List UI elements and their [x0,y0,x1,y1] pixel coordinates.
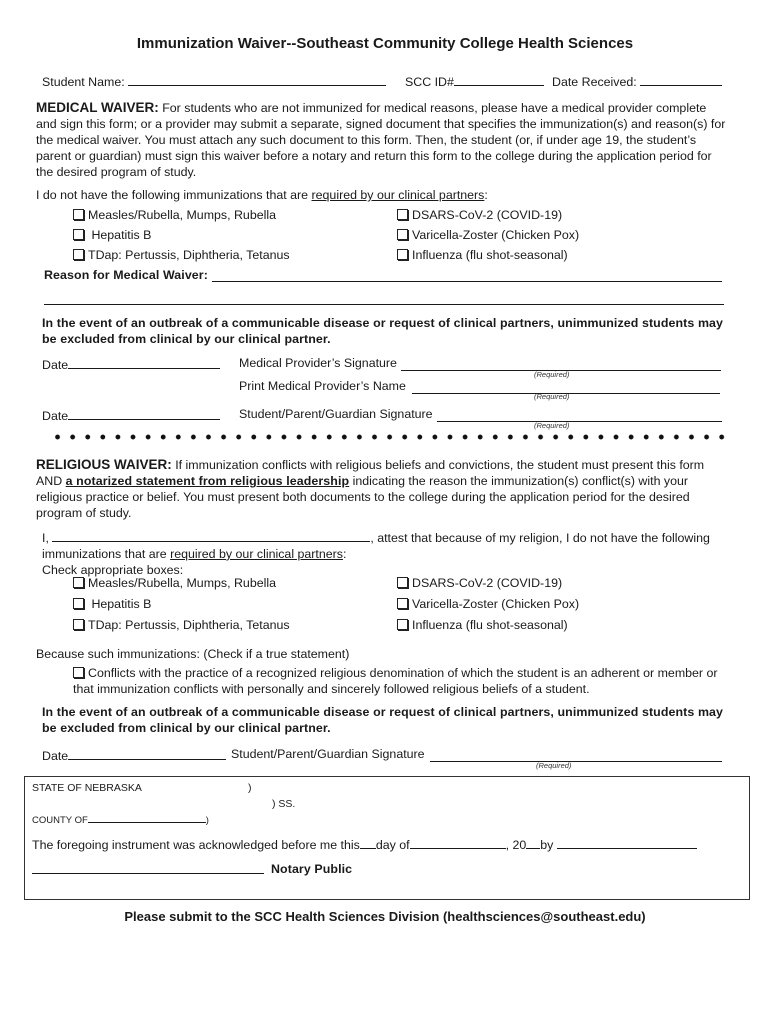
required-note: (Required) [534,421,570,430]
religious-check-tdap[interactable]: TDap: Pertussis, Diphtheria, Tetanus [73,618,290,634]
notarized-statement-link: a notarized statement from religious leadership [65,473,350,488]
medical-list-intro: I do not have the following immunizations that are required by our clinical partners: [36,188,488,202]
ack-year-field[interactable] [526,836,540,849]
notary-ss: ) SS. [272,798,296,810]
provider-print-label: Print Medical Provider’s Name [239,379,406,393]
religious-check-covid[interactable]: DSARS-CoV-2 (COVID-19) [397,576,562,592]
medical-waiver-heading: MEDICAL WAIVER: [36,100,159,115]
student-name-field[interactable] [128,73,386,86]
student-date-row [42,407,220,425]
ack-day-field[interactable] [360,836,376,849]
medical-check-tdap[interactable]: TDap: Pertussis, Diphtheria, Tetanus [73,248,290,264]
submit-instructions: Please submit to the SCC Health Sciences Division (healthsciences@southeast.edu) [124,909,646,924]
scc-id-row [405,73,544,91]
required-note: (Required) [534,392,570,401]
page-title: Immunization Waiver--Southeast Community College Health Sciences [136,35,634,52]
religious-outbreak-notice: In the event of an outbreak of a communicable disease or request of clinical partners, unimmunized students may be excluded from clinical by our clinical partner. [42,705,724,735]
reason-field-line-2[interactable] [44,290,724,305]
religious-date-field[interactable] [68,747,226,760]
medical-outbreak-notice: In the event of an outbreak of a communicable disease or request of clinical partners, unimmunized students may be excluded from clinical by our clinical partner. [42,316,724,346]
check-boxes-label: Check appropriate boxes: [42,562,184,577]
student-date-field[interactable] [68,407,220,420]
scc-id-label: SCC ID# [405,75,454,89]
checkbox-icon[interactable] [397,619,408,630]
medical-waiver-text: For students who are not immunized for medical reasons, please have a medical provider complete and sign this form; or a provider may submit a separate, signed document that specifies the immunization(s) and reason(s) for the medical waiver. You must attach any such document to this form. Then, the student (or, if under age 19, the student’s parent or guardian) must sign this waiver before a notary and return this form to the college during the application period for the desired program of study. [36,101,726,179]
medical-check-influenza[interactable]: Influenza (flu shot-seasonal) [397,248,568,264]
county-label: COUNTY OF [32,815,88,826]
checkbox-icon[interactable] [73,249,84,260]
medical-check-varicella[interactable]: Varicella-Zoster (Chicken Pox) [397,228,579,244]
religious-signature-field[interactable] [430,747,722,762]
medical-date-field[interactable] [68,356,220,369]
reason-label: Reason for Medical Waiver: [44,268,208,282]
student-signature-label: Student/Parent/Guardian Signature [239,407,433,421]
checkbox-icon[interactable] [73,667,84,678]
clinical-partners-link: required by our clinical partners [170,546,343,561]
religious-attest: I, , attest that because of my religion, I do not have the following immunizations that are required by our clinical partners: Check appropriate boxes: [42,529,732,579]
religious-date-label: Date [42,749,69,763]
medical-date-row [42,356,220,374]
attest-name-field[interactable] [52,529,370,542]
student-date-label: Date [42,409,69,423]
ack-month-field[interactable] [410,836,506,849]
religious-check-measles[interactable]: Measles/Rubella, Mumps, Rubella [73,576,276,592]
student-name-row [42,73,386,91]
checkbox-icon[interactable] [73,598,84,609]
checkbox-icon[interactable] [397,209,408,220]
student-name-label: Student Name: [42,75,125,89]
checkbox-icon[interactable] [397,577,408,588]
student-signature-field[interactable] [437,407,722,422]
notary-state: STATE OF NEBRASKA [32,782,142,794]
conflict-statement-check[interactable]: Conflicts with the practice of a recognized religious denomination of which the student is an adherent or member or that immunization conflicts with personally and sincerely followed religious beliefs of a student. [73,666,718,696]
medical-check-hepatitis[interactable]: Hepatitis B [73,228,151,244]
scc-id-field[interactable] [454,73,544,86]
checkbox-icon[interactable] [73,619,84,630]
required-note: (Required) [534,370,570,379]
checkbox-icon[interactable] [397,598,408,609]
notary-signature-field[interactable] [32,859,264,874]
date-received-field[interactable] [640,73,722,86]
notary-county-row: COUNTY OF ) [32,812,209,827]
religious-check-varicella[interactable]: Varicella-Zoster (Chicken Pox) [397,597,579,613]
religious-waiver-intro: RELIGIOUS WAIVER: If immunization conflicts with religious beliefs and convictions, the student must present this form AND a notarized statement from religious leadership indicating the reason the immunization(s) conflict(s) with your religious practice or belief. You must present both documents to the college during the application period for the desired program of study. [36,457,705,520]
provider-signature-label: Medical Provider’s Signature [239,356,397,370]
notary-public-label: Notary Public [271,862,353,876]
date-received-label: Date Received: [552,75,637,89]
county-field[interactable] [88,812,206,823]
medical-date-label: Date [42,358,69,372]
religious-waiver-heading: RELIGIOUS WAIVER: [36,457,172,472]
religious-check-hepatitis[interactable]: Hepatitis B [73,597,151,613]
section-divider [50,434,730,440]
checkbox-icon[interactable] [73,209,84,220]
religious-date-row [42,747,226,765]
date-received-row [552,73,722,91]
medical-check-measles[interactable]: Measles/Rubella, Mumps, Rubella [73,208,276,224]
ack-by-field[interactable] [557,836,697,849]
medical-waiver-intro [36,99,726,180]
medical-check-covid[interactable]: DSARS-CoV-2 (COVID-19) [397,208,562,224]
checkbox-icon[interactable] [397,229,408,240]
religious-check-influenza[interactable]: Influenza (flu shot-seasonal) [397,618,568,634]
checkbox-icon[interactable] [73,577,84,588]
provider-signature-field[interactable] [401,356,721,371]
notary-paren: ) [248,782,252,794]
notary-acknowledgement: The foregoing instrument was acknowledged before me this day of , 20 by [32,836,697,854]
clinical-partners-link: required by our clinical partners [311,188,485,202]
checkbox-icon[interactable] [397,249,408,260]
checkbox-icon[interactable] [73,229,84,240]
required-note: (Required) [536,761,572,770]
because-label: Because such immunizations: (Check if a true statement) [36,647,350,661]
reason-field-line-1[interactable] [212,267,722,282]
religious-signature-label: Student/Parent/Guardian Signature [231,747,425,761]
